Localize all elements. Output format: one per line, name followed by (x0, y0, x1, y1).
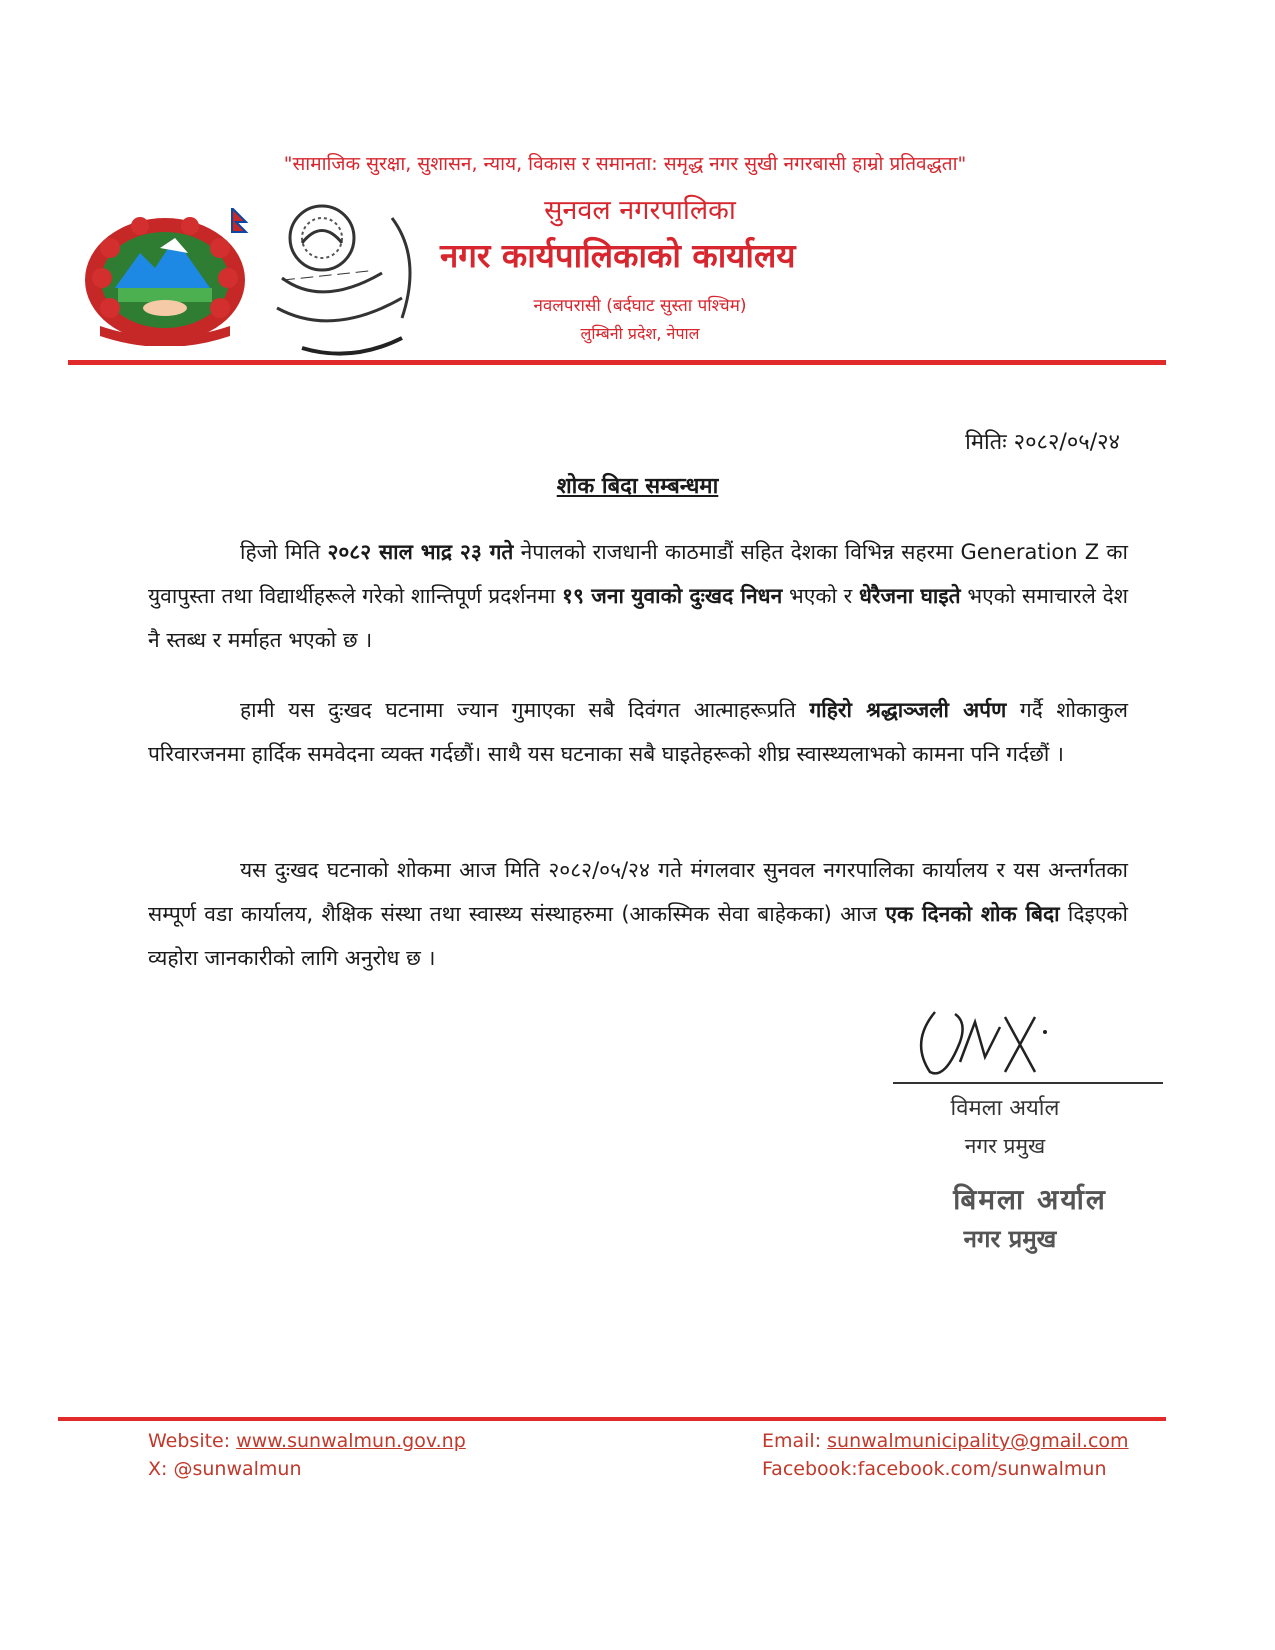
signatory-stamp-name: बिमला अर्याल (953, 1183, 1107, 1216)
municipality-seal-icon (262, 198, 442, 368)
paragraph-3: यस दुःखद घटनाको शोकमा आज मिति २०८२/०५/२४ गते मंगलवार सुनवल नगरपालिका कार्यालय र यस अन्तर्गतका सम्पूर्ण वडा कार्यालय, शैक्षिक संस्था तथा स्वास्थ्य संस्थाहरुमा (आकस्मिक सेवा बाहेकका) आज एक दिनको शोक बिदा दिइएको व्यहोरा जानकारीको लागि अनुरोध छ । (148, 858, 1128, 970)
footer-facebook: Facebook:facebook.com/sunwalmun (762, 1458, 1107, 1480)
header-divider (68, 360, 1166, 365)
letter-subject: शोक बिदा सम्बन्धमा (556, 474, 719, 499)
footer-divider (58, 1417, 1166, 1421)
motto-text: "सामाजिक सुरक्षा, सुशासन, न्याय, विकास र समानता: समृद्ध नगर सुखी नगरबासी हाम्रो प्रतिवद्धता" (283, 153, 967, 175)
signature-line (893, 1082, 1163, 1084)
nepal-national-emblem-icon (80, 208, 250, 346)
footer-x-handle: X: @sunwalmun (148, 1458, 302, 1480)
address-line-2: लुम्बिनी प्रदेश, नेपाल (580, 324, 700, 343)
email-link[interactable]: sunwalmunicipality@gmail.com (827, 1430, 1129, 1452)
signatory-stamp-title: नगर प्रमुख (963, 1225, 1057, 1253)
website-link[interactable]: www.sunwalmun.gov.np (236, 1430, 466, 1452)
signatory-name: विमला अर्याल (950, 1096, 1060, 1121)
municipality-name: सुनवल नगरपालिका (544, 195, 736, 226)
office-name: नगर कार्यपालिकाको कार्यालय (440, 236, 796, 275)
letter-date: मितिः २०८२/०५/२४ (965, 430, 1120, 455)
paragraph-2: हामी यस दुःखद घटनामा ज्यान गुमाएका सबै दिवंगत आत्माहरूप्रति गहिरो श्रद्धाञ्जली अर्पण गर्दै शोकाकुल परिवारजनमा हार्दिक समवेदना व्यक्त गर्दछौं। साथै यस घटनाका सबै घाइतेहरूको शीघ्र स्वास्थ्यलाभको कामना पनि गर्दछौं । (148, 698, 1128, 766)
paragraph-1: हिजो मिति २०८२ साल भाद्र २३ गते नेपालको राजधानी काठमाडौं सहित देशका विभिन्न सहरमा Generation Z का युवापुस्ता तथा विद्यार्थीहरूले गरेको शान्तिपूर्ण प्रदर्शनमा १९ जना युवाको दुःखद निधन भएको र धेरैजना घाइते भएको समाचारले देश नै स्तब्ध र मर्माहत भएको छ । (148, 540, 1128, 652)
footer-website: Website: www.sunwalmun.gov.np (148, 1430, 466, 1452)
handwritten-signature-icon (905, 1002, 1085, 1082)
address-line-1: नवलपरासी (बर्दघाट सुस्ता पश्चिम) (533, 296, 747, 316)
footer-email: Email: sunwalmunicipality@gmail.com (762, 1430, 1129, 1452)
signatory-title: नगर प्रमुख (964, 1134, 1046, 1158)
svg-text:— — — — —: — — — — — (280, 262, 370, 288)
